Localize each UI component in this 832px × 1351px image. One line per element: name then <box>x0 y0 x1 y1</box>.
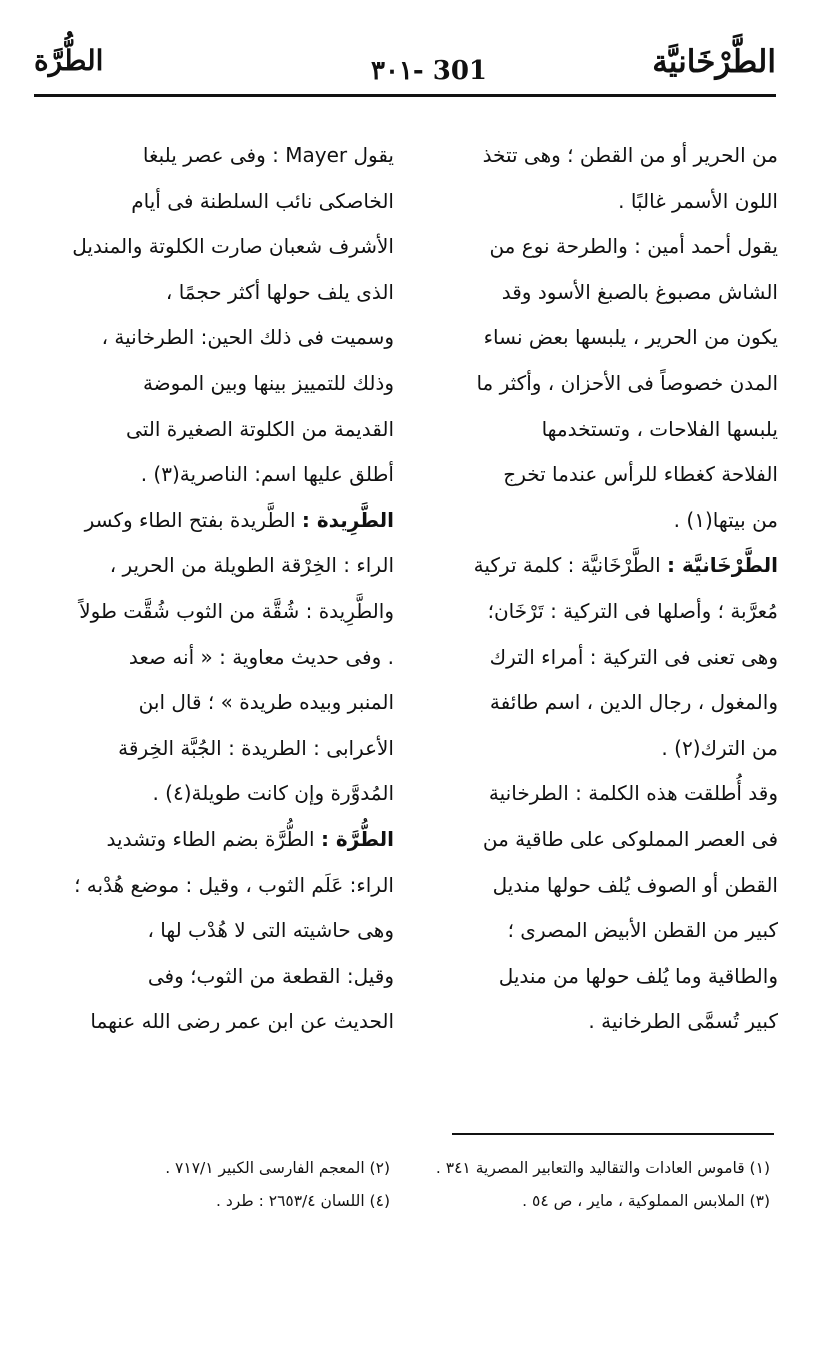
text-line: والمغول ، رجال الدين ، اسم طائفة <box>489 690 778 715</box>
text-line: القديمة من الكلوتة الصغيرة التى <box>126 416 394 441</box>
text-line: يقول Mayer : وفى عصر يلبغا <box>142 143 394 167</box>
text-line: الخاصكى نائب السلطنة فى أيام <box>131 188 394 213</box>
headword: الطَّرِيدة : <box>301 507 394 532</box>
text-line: كبير تُسمَّى الطرخانية . <box>588 1009 778 1034</box>
text-line: الأعرابى : الطريدة : الجُبَّة الخِرقة <box>118 735 394 760</box>
text-line: يلبسها الفلاحات ، وتستخدمها <box>541 416 778 441</box>
text-line: من الترك(٢) . <box>661 735 778 760</box>
text-line: وقيل: القطعة من الثوب؛ وفى <box>147 963 394 988</box>
footnote-1: (١) قاموس العادات والتقاليد والتعابير المصرية ٣٤١ . <box>435 1159 770 1177</box>
page-number: ٣٠١- 301 <box>370 56 488 86</box>
text-line: وقد أُطلقت هذه الكلمة : الطرخانية <box>488 781 778 806</box>
running-head-right: الطَّرْخَانيَّة <box>652 44 776 80</box>
text-line: المُدوَّرة وإن كانت طويلة(٤) . <box>152 781 394 806</box>
text-line: الراء : الخِرْقة الطويلة من الحرير ، <box>109 553 394 578</box>
page-header <box>34 34 776 97</box>
text-line: من بيتها(١) . <box>673 507 778 532</box>
text-line: المدن خصوصاً فى الأحزان ، وأكثر ما <box>476 370 778 395</box>
text-line: وسميت فى ذلك الحين: الطرخانية ، <box>101 325 394 350</box>
text-line: فى العصر المملوكى على طاقية من <box>482 826 778 851</box>
footnotes <box>50 1152 770 1218</box>
text-line: كبير من القطن الأبيض المصرى ؛ <box>507 918 778 943</box>
text-line: القطن أو الصوف يُلف حولها منديل <box>492 872 778 897</box>
text-line: وذلك للتمييز بينها وبين الموضة <box>142 370 394 395</box>
text-line: المنبر وبيده طريدة » ؛ قال ابن <box>138 690 394 715</box>
text-line: الأشرف شعبان صارت الكلوتة والمنديل <box>72 234 394 259</box>
text-line: يكون من الحرير ، يلبسها بعض نساء <box>483 325 778 350</box>
text-line: الفلاحة كغطاء للرأس عندما تخرج <box>503 462 778 487</box>
footnote-4: (٤) اللسان ٢٦٥٣/٤ : طرد . <box>216 1192 390 1210</box>
text-line: وهى تعنى فى التركية : أمراء الترك <box>489 644 778 669</box>
text-line: الطُّرَّة : الطُّرَّة بضم الطاء وتشديد <box>106 826 394 851</box>
footnote-separator <box>452 1133 774 1135</box>
headword: الطَّرْخَانيَّة : <box>667 553 778 578</box>
text-line: من الحرير أو من القطن ؛ وهى تتخذ <box>482 143 778 167</box>
footnote-2: (٢) المعجم الفارسى الكبير ٧١٧/١ . <box>165 1159 390 1177</box>
text-line: الطَّرْخَانيَّة : الطَّرْخَانيَّة : كلمة تركية <box>473 553 778 578</box>
text-line: الراء: عَلَم الثوب ، وقيل : موضع هُدْبه ؛ <box>74 872 394 897</box>
text-line: وهى حاشيته التى لا هُدْب لها ، <box>147 918 394 943</box>
text-line: . وفى حديث معاوية : « أنه صعد <box>128 644 394 669</box>
text-line: الذى يلف حولها أكثر حجمًا ، <box>165 279 394 304</box>
footnote-3: (٣) الملابس المملوكية ، ماير ، ص ٥٤ . <box>522 1192 770 1210</box>
text-line: الحديث عن ابن عمر رضى الله عنهما <box>90 1009 394 1034</box>
headword: الطُّرَّة : <box>320 826 394 851</box>
text-line: والطَّرِيدة : شُقَّة من الثوب شُقَّت طولاً <box>79 598 394 623</box>
left-text-column <box>32 133 394 1045</box>
text-line: الشاش مصبوغ بالصبغ الأسود وقد <box>501 279 778 304</box>
footnote-row <box>50 1185 770 1218</box>
text-line: الطَّرِيدة : الطَّريدة بفتح الطاء وكسر <box>84 507 394 532</box>
text-line: اللون الأسمر غالبًا . <box>618 188 778 213</box>
text-line: يقول أحمد أمين : والطرحة نوع من <box>489 234 778 259</box>
text-line: والطاقية وما يُلف حولها من منديل <box>498 963 778 988</box>
footnote-row <box>50 1152 770 1185</box>
running-head-left: الطُّرَّة <box>34 44 104 77</box>
text-line: أطلق عليها اسم: الناصرية(٣) . <box>140 462 394 487</box>
right-text-column <box>438 133 778 1045</box>
text-line: مُعرَّبة ؛ وأصلها فى التركية : تَرْخَان؛ <box>487 598 778 623</box>
